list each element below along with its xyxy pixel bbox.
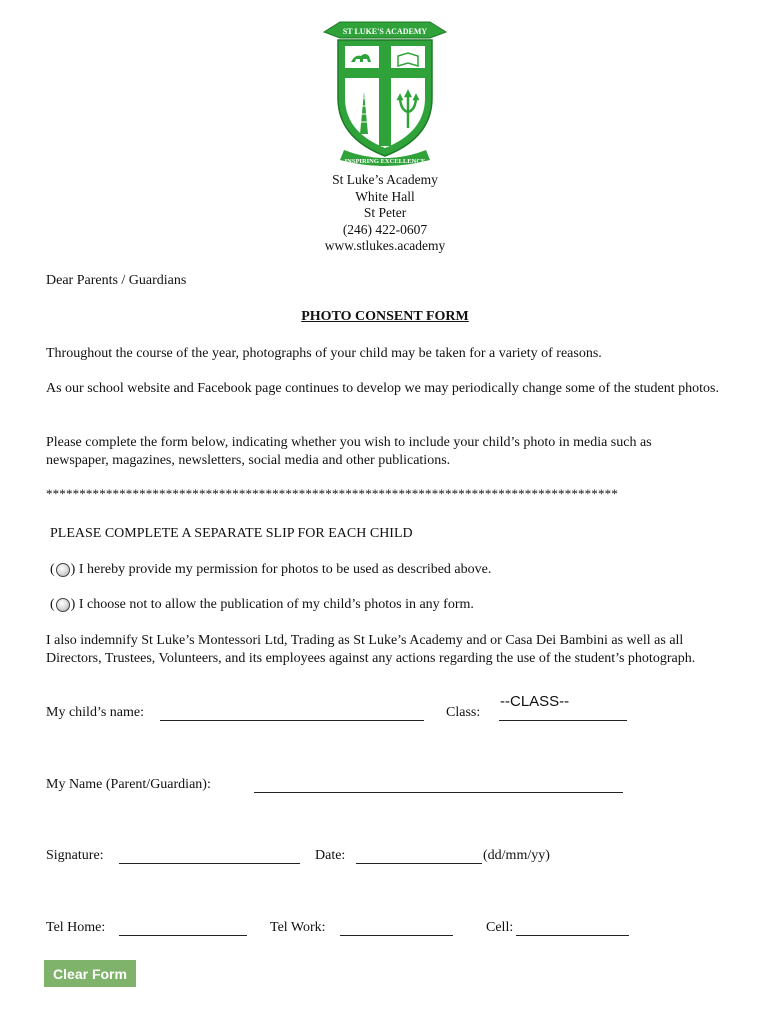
paren-close: ): [70, 597, 79, 612]
parent-name-field[interactable]: [254, 775, 623, 793]
separator-line: **************************************************************************************: [46, 486, 618, 501]
form-title: [0, 309, 770, 325]
tel-home-label: Tel Home:: [46, 920, 106, 935]
slip-instruction: PLEASE COMPLETE A SEPARATE SLIP FOR EACH CHILD: [50, 526, 413, 541]
option-allow-row: [50, 561, 491, 579]
class-select-value: --CLASS--: [500, 693, 570, 710]
salutation: Dear Parents / Guardians: [46, 273, 187, 288]
class-label: Class:: [446, 705, 481, 720]
date-format-hint: (dd/mm/yy): [483, 848, 550, 863]
tel-work-field[interactable]: [340, 918, 453, 936]
school-address: [0, 172, 770, 255]
paragraph-instructions: Please complete the form below, indicating whether you wish to include your child’s photo in media such as newspaper, magazines, newsletters, social media and other publications.: [46, 435, 652, 468]
option-deny-radio[interactable]: [56, 598, 70, 612]
date-label: Date:: [315, 848, 346, 863]
paren-open: (: [50, 597, 55, 612]
signature-field[interactable]: [119, 846, 300, 864]
address-line-2: St Peter: [363, 205, 407, 221]
date-field[interactable]: [356, 846, 482, 864]
school-name: St Luke’s Academy: [332, 172, 438, 187]
indemnify-statement: I also indemnify St Luke’s Montessori Ltd, Trading as St Luke’s Academy and or Casa Dei Bambini as well as all Directors, Trustees, Volunteers, and its employees against any actions regarding the use of the student’s photograph.: [46, 633, 696, 666]
paragraph-reasons: Throughout the course of the year, photographs of your child may be taken for a variety of reasons.: [46, 346, 602, 361]
paragraph-website: As our school website and Facebook page continues to develop we may periodically change some of the student photos.: [46, 381, 719, 396]
parent-name-label: My Name (Parent/Guardian):: [46, 777, 211, 792]
address-line-1: White Hall: [355, 188, 415, 204]
svg-text:INSPIRING EXCELLENCE: INSPIRING EXCELLENCE: [344, 158, 426, 165]
clear-form-button[interactable]: Clear Form: [44, 960, 136, 987]
school-phone: (246) 422-0607: [342, 221, 428, 237]
option-allow-label: I hereby provide my permission for photos to be used as described above.: [78, 562, 492, 577]
child-name-label: My child’s name:: [46, 705, 144, 720]
school-crest-logo: [318, 16, 452, 168]
school-website: www.stlukes.academy: [324, 238, 446, 254]
child-name-field[interactable]: [160, 703, 424, 721]
option-allow-radio[interactable]: [56, 563, 70, 577]
svg-text:ST LUKE'S ACADEMY: ST LUKE'S ACADEMY: [342, 27, 428, 36]
paren-open: (: [50, 562, 55, 577]
tel-work-label: Tel Work:: [270, 920, 326, 935]
option-deny-row: [50, 596, 474, 614]
form-title-text: PHOTO CONSENT FORM: [301, 309, 469, 324]
cell-field[interactable]: [516, 918, 629, 936]
tel-home-field[interactable]: [119, 918, 247, 936]
signature-label: Signature:: [46, 848, 104, 863]
cell-label: Cell:: [486, 920, 514, 935]
paren-close: ): [70, 562, 79, 577]
option-deny-label: I choose not to allow the publication of my child’s photos in any form.: [78, 597, 474, 612]
